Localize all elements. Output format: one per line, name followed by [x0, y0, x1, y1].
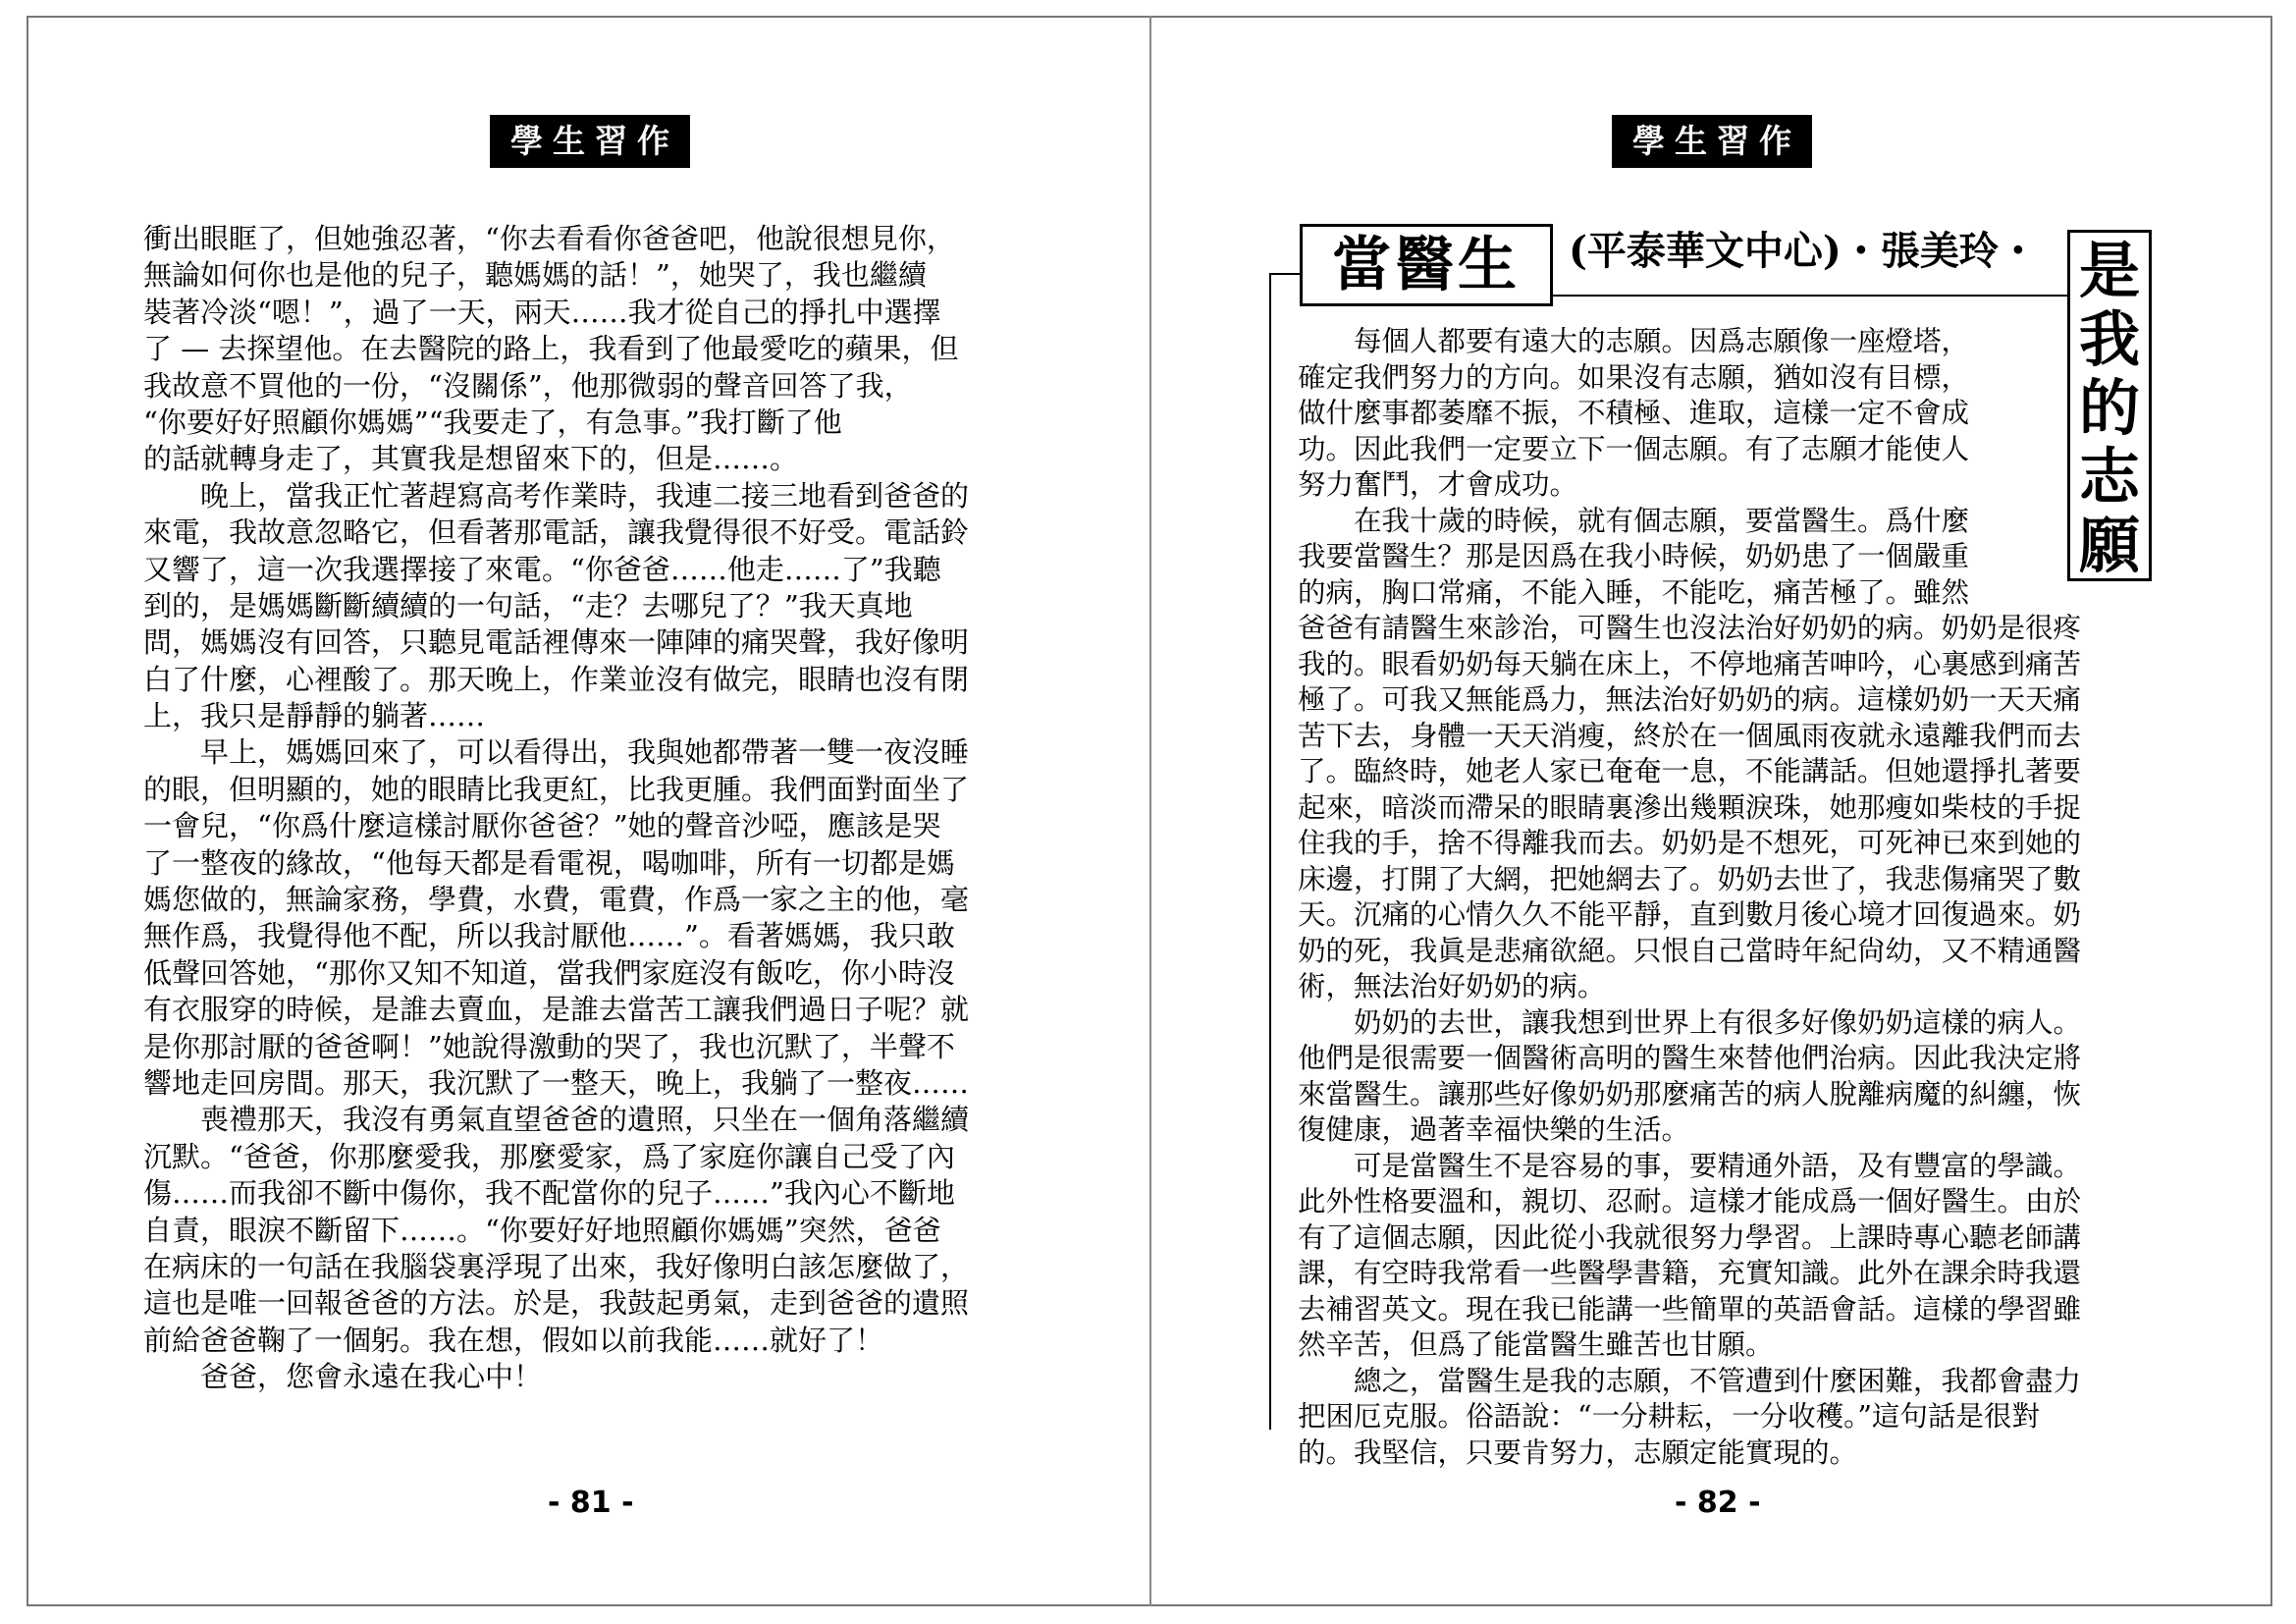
right-body-line: 住我的手，捨不得離我而去。奶奶是不想死，可死神已來到她的 [1298, 827, 2082, 859]
left-body-line: 在病床的一句話在我腦袋裏浮現了出來，我好像明白該怎麼做了， [143, 1249, 970, 1283]
left-body-line: 問，媽媽沒有回答，只聽見電話裡傳來一陣陣的痛哭聲，我好像明 [143, 625, 970, 660]
left-body-line: 低聲回答她，“那你又知不知道，當我們家庭沒有飯吃，你小時沒 [143, 955, 955, 990]
right-body-line: 可是當醫生不是容易的事，要精通外語，及有豐富的學識。 [1298, 1149, 2082, 1182]
right-body-line: 苦下去，身體一天天消瘦，終於在一個風雨夜就永遠離我們而去 [1298, 719, 2082, 752]
right-body-line: 床邊，打開了大網，把她網去了。奶奶去世了，我悲傷痛哭了數 [1298, 862, 2082, 895]
left-body-line: 是你那討厭的爸爸啊！”她說得激動的哭了，我也沉默了，半聲不 [143, 1029, 955, 1063]
section-tag-left: 學生習作 [490, 115, 690, 168]
left-body-line: 晚上，當我正忙著趕寫高考作業時，我連二接三地看到爸爸的 [143, 478, 970, 513]
title-frame-rule-right [1553, 295, 2067, 297]
left-body-line: 了 — 去探望他。在去醫院的路上，我看到了他最愛吃的蘋果，但 [143, 332, 959, 366]
right-body-line: 爸爸有請醫生來診治，可醫生也沒法治好奶奶的病。奶奶是很疼 [1298, 612, 2082, 644]
left-body-line: 這也是唯一回報爸爸的方法。於是，我鼓起勇氣，走到爸爸的遺照 [143, 1286, 970, 1321]
right-body-line: 的。我堅信，只要肯努力，志願定能實現的。 [1298, 1435, 1858, 1469]
left-body-line: 來電，我故意忽略它，但看著那電話，讓我覺得很不好受。電話鈴 [143, 515, 970, 550]
vertical-title-char: 的 [2078, 372, 2140, 444]
left-body-line: “你要好好照顧你媽媽”“我要走了，有急事。”我打斷了他 [143, 405, 842, 439]
left-body-line: 傷……而我卻不斷中傷你，我不配當你的兒子……”我內心不斷地 [143, 1176, 955, 1211]
right-body-line: 奶奶的去世，讓我想到世界上有很多好像奶奶這樣的病人。 [1298, 1005, 2082, 1039]
page-number-right: - 82 - [1675, 1486, 1761, 1520]
right-body-line: 他們是很需要一個醫術高明的醫生來替他們治病。因此我決定將 [1298, 1042, 2082, 1074]
right-body-line: 有了這個志願，因此從小我就很努力學習。上課時專心聽老師講 [1298, 1220, 2082, 1254]
right-body-line: 在我十歲的時候，就有個志願，要當醫生。爲什麼 [1298, 504, 1970, 537]
right-body-line: 極了。可我又無能爲力，無法治好奶奶的病。這樣奶奶一天天痛 [1298, 683, 2082, 716]
right-body-line: 課，有空時我常看一些醫學書籍，充實知識。此外在課余時我還 [1298, 1257, 2082, 1289]
left-body-line: 媽您做的，無論家務，學費，水費，電費，作爲一家之主的他，毫 [143, 883, 970, 917]
right-body-line: 確定我們努力的方向。如果沒有志願，猶如沒有目標， [1298, 360, 1970, 394]
section-tag-right: 學生習作 [1612, 115, 1812, 168]
left-body-line: 前給爸爸鞠了一個躬。我在想，假如以前我能……就好了！ [143, 1323, 884, 1357]
page-number-left: - 81 - [548, 1486, 634, 1520]
right-body-line: 做什麼事都萎靡不振，不積極、進取，這樣一定不會成 [1298, 397, 1970, 429]
left-page-body [143, 221, 1046, 1396]
vertical-title-char: 願 [2078, 510, 2140, 581]
right-body-line: 去補習英文。現在我已能講一些簡單的英語會話。這樣的學習雖 [1298, 1292, 2082, 1326]
right-body-line: 奶的死，我眞是悲痛欲絕。只恨自己當時年紀尙幼，又不精通醫 [1298, 934, 2082, 967]
vertical-title-char: 我 [2078, 303, 2140, 375]
right-body-line: 每個人都要有遠大的志願。因爲志願像一座燈塔， [1298, 325, 1970, 357]
left-body-line: 我故意不買他的一份，“沒關係”，他那微弱的聲音回答了我， [143, 368, 913, 403]
right-body-line: 功。因此我們一定要立下一個志願。有了志願才能使人 [1298, 432, 1970, 465]
right-body-line: 起來，暗淡而滯呆的眼睛裏滲出幾顆淚珠，她那瘦如柴枝的手捉 [1298, 790, 2082, 824]
left-body-line: 白了什麼，心裡酸了。那天晚上，作業並沒有做完，眼睛也沒有閉 [143, 662, 970, 696]
page-gutter [1149, 16, 1151, 1606]
right-body-line: 的病，胸口常痛，不能入睡，不能吃，痛苦極了。雖然 [1298, 575, 1970, 609]
left-body-line: 上，我只是靜靜的躺著…… [143, 699, 486, 733]
vertical-title-char: 是 [2078, 235, 2140, 306]
vertical-title-char: 志 [2078, 441, 2140, 513]
left-body-line: 響地走回房間。那天，我沉默了一整天，晚上，我躺了一整夜…… [143, 1065, 970, 1100]
right-body-line: 努力奮鬥，才會成功。 [1298, 468, 1578, 501]
left-body-line: 的話就轉身走了，其實我是想留來下的，但是……。 [143, 442, 799, 476]
right-body-line: 復健康，過著幸福快樂的生活。 [1298, 1113, 1690, 1146]
left-body-line: 爸爸，您會永遠在我心中！ [143, 1360, 543, 1394]
left-body-line: 裝著冷淡“嗯！”，過了一天，兩天……我才從自己的掙扎中選擇 [143, 295, 941, 329]
left-body-line: 一會兒，“你爲什麼這樣討厭你爸爸？”她的聲音沙啞，應該是哭 [143, 809, 941, 843]
title-frame-vertical-rule [1269, 273, 1271, 1430]
left-body-line: 衝出眼眶了，但她強忍著，“你去看看你爸爸吧，他說很想見你， [143, 222, 955, 255]
right-body-line: 天。沉痛的心情久久不能平靜，直到數月後心境才回復過來。奶 [1298, 898, 2082, 931]
right-body-line: 我要當醫生？那是因爲在我小時候，奶奶患了一個嚴重 [1298, 540, 1970, 572]
title-frame-rule-left [1269, 273, 1300, 275]
right-body-line: 了。臨終時，她老人家已奄奄一息，不能講話。但她還掙扎著要 [1298, 755, 2082, 787]
left-body-line: 早上，媽媽回來了，可以看得出，我與她都帶著一雙一夜沒睡 [143, 735, 970, 770]
right-body-line: 然辛苦，但爲了能當醫生雖苦也甘願。 [1298, 1328, 1774, 1361]
right-body-line: 此外性格要溫和，親切、忍耐。這樣才能成爲一個好醫生。由於 [1298, 1185, 2082, 1218]
right-body-line: 總之，當醫生是我的志願，不管遭到什麼困難，我都會盡力 [1298, 1364, 2082, 1397]
left-body-line: 的眼，但明顯的，她的眼睛比我更紅，比我更腫。我們面對面坐了 [143, 772, 970, 806]
left-body-line: 有衣服穿的時候，是誰去賣血，是誰去當苦工讓我們過日子呢？就 [143, 993, 970, 1027]
right-body-line: 把困厄克服。俗語說：“一分耕耘，一分收穫。”這句話是很對 [1298, 1400, 2040, 1433]
left-body-line: 了一整夜的緣故，“他每天都是看電視，喝咖啡，所有一切都是媽 [143, 845, 955, 880]
left-body-line: 自責，眼淚不斷留下……。“你要好好地照顧你媽媽”突然，爸爸 [143, 1213, 941, 1247]
left-body-line: 喪禮那天，我沒有勇氣直望爸爸的遺照，只坐在一個角落繼續 [143, 1103, 970, 1137]
right-body-line: 來當醫生。讓那些好像奶奶那麼痛苦的病人脫離病魔的糾纏，恢 [1298, 1077, 2082, 1110]
right-body-line: 我的。眼看奶奶每天躺在床上，不停地痛苦呻吟，心裏感到痛苦 [1298, 647, 2082, 680]
article-title-box: 當醫生 [1300, 224, 1553, 306]
left-body-line: 沉默。“爸爸，你那麼愛我，那麼愛家，爲了家庭你讓自己受了內 [143, 1139, 955, 1173]
article-byline: (平泰華文中心)・張美玲・ [1569, 228, 2038, 274]
left-body-line: 又響了，這一次我選擇接了來電。“你爸爸……他走……了”我聽 [143, 552, 941, 586]
right-body-line: 術，無法治好奶奶的病。 [1298, 970, 1606, 1002]
left-body-line: 無論如何你也是他的兒子，聽媽媽的話！”，她哭了，我也繼續 [143, 258, 927, 293]
left-body-line: 到的，是媽媽斷斷續續的一句話，“走？去哪兒了？”我天真地 [143, 588, 913, 623]
right-page-body [1298, 324, 2081, 1471]
left-body-line: 無作爲，我覺得他不配，所以我討厭他……”。看著媽媽，我只敢 [143, 919, 955, 953]
